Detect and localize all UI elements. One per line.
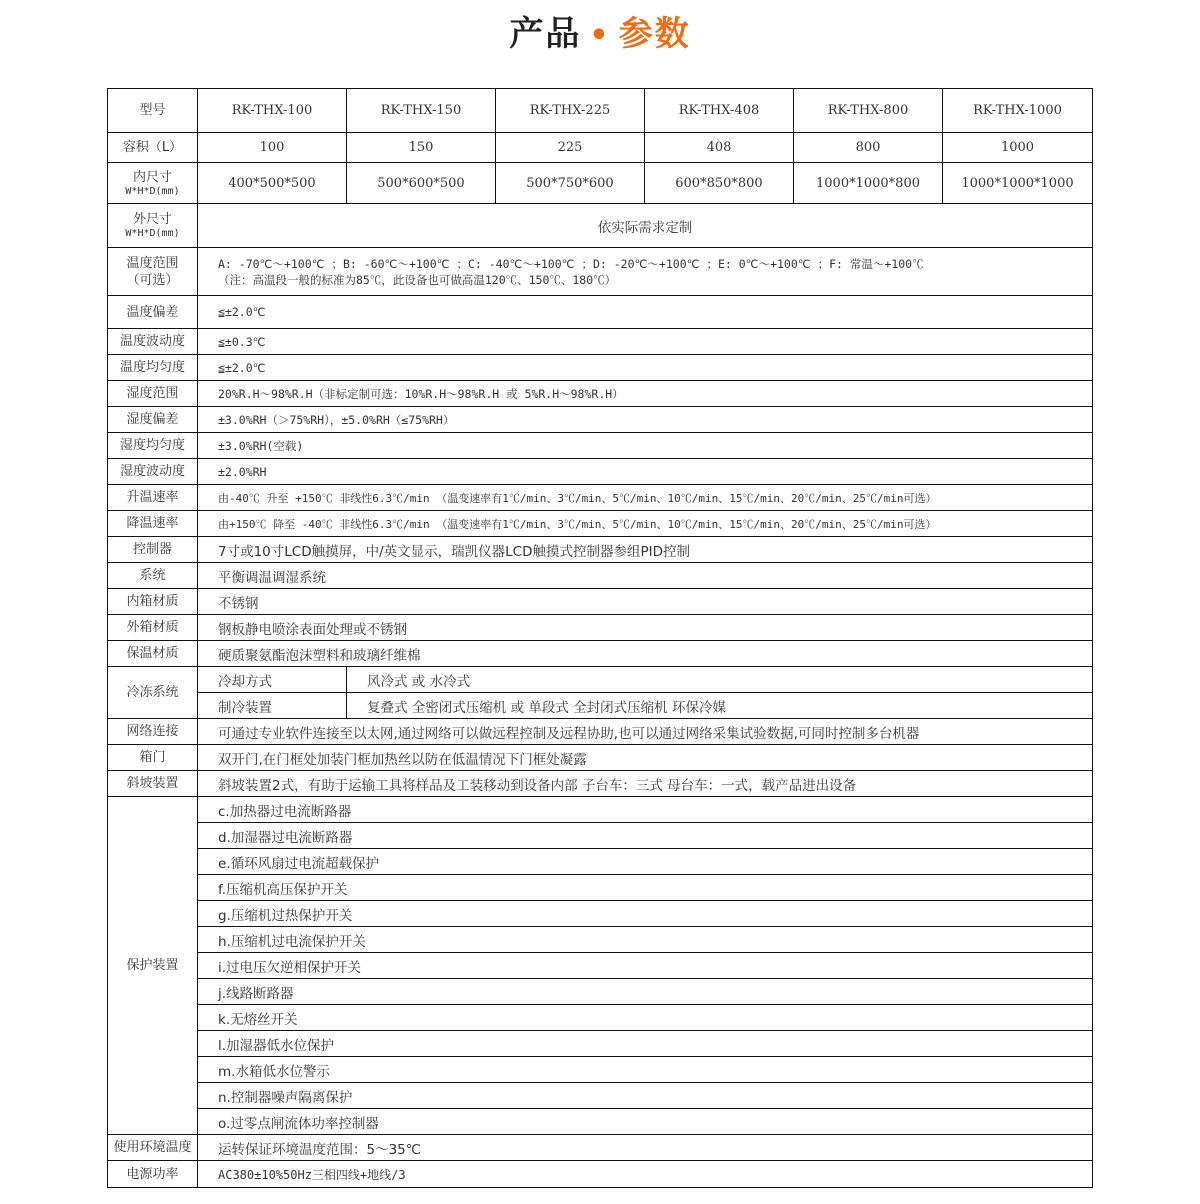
humidity-fluctuation-value: ±2.0%RH bbox=[198, 459, 1093, 485]
label-protection: 保护装置 bbox=[108, 797, 198, 1135]
row-system bbox=[108, 563, 1093, 589]
row-inner-size bbox=[108, 163, 1093, 204]
row-protection bbox=[108, 953, 1093, 979]
ambient-temp-value: 运转保证环境温度范围：5～35℃ bbox=[198, 1135, 1093, 1161]
row-humidity-uniformity bbox=[108, 433, 1093, 459]
temp-range-note: （注：高温段一般的标准为85℃，此设备也可做高温120℃、150℃、180℃） bbox=[218, 272, 617, 287]
label-insulation: 保温材质 bbox=[108, 641, 198, 667]
protection-item: g.压缩机过热保护开关 bbox=[198, 901, 1093, 927]
humidity-range-value: 20%R.H～98%R.H（非标定制可选：10%R.H～98%R.H 或 5%R.H～98%R.H） bbox=[198, 381, 1093, 407]
ramp-value: 斜坡装置2式，有助于运输工具将样品及工装移动到设备内部 子台车：三式 母台车：一式，载产品进出设备 bbox=[198, 771, 1093, 797]
humidity-deviation-value: ±3.0%RH（＞75%RH），±5.0%RH（≤75%RH） bbox=[198, 407, 1093, 433]
protection-item: n.控制器噪声隔离保护 bbox=[198, 1083, 1093, 1109]
row-protection bbox=[108, 823, 1093, 849]
inner-size-cell: 1000*1000*800 bbox=[794, 163, 943, 204]
label-outer-material: 外箱材质 bbox=[108, 615, 198, 641]
outer-material-value: 钢板静电喷涂表面处理或不锈钢 bbox=[198, 615, 1093, 641]
row-protection bbox=[108, 1109, 1093, 1135]
row-humidity-deviation bbox=[108, 407, 1093, 433]
label-refrigeration: 冷冻系统 bbox=[108, 667, 198, 719]
protection-item: o.过零点闸流体功率控制器 bbox=[198, 1109, 1093, 1135]
row-protection bbox=[108, 875, 1093, 901]
row-volume bbox=[108, 133, 1093, 163]
row-protection bbox=[108, 1057, 1093, 1083]
protection-item: d.加湿器过电流断路器 bbox=[198, 823, 1093, 849]
row-protection bbox=[108, 797, 1093, 823]
model-cell: RK-THX-408 bbox=[645, 89, 794, 133]
label-door: 箱门 bbox=[108, 745, 198, 771]
page-title bbox=[0, 12, 1200, 58]
label-temp-range-text: 温度范围 bbox=[126, 255, 179, 271]
refrigeration-sub-label: 冷却方式 bbox=[198, 667, 347, 693]
system-value: 平衡调温调湿系统 bbox=[198, 563, 1093, 589]
row-heating-rate bbox=[108, 485, 1093, 511]
refrigeration-sub-label: 制冷装置 bbox=[198, 693, 347, 719]
row-refrigeration-cooling bbox=[108, 667, 1093, 693]
row-temp-fluctuation bbox=[108, 329, 1093, 355]
refrigeration-sub-value: 风冷式 或 水冷式 bbox=[347, 667, 1093, 693]
volume-cell: 1000 bbox=[943, 133, 1093, 163]
controller-value: 7寸或10寸LCD触摸屏，中/英文显示，瑞凯仪器LCD触摸式控制器参组PID控制 bbox=[198, 537, 1093, 563]
row-power bbox=[108, 1161, 1093, 1188]
model-cell: RK-THX-1000 bbox=[943, 89, 1093, 133]
label-temp-uniformity: 温度均匀度 bbox=[108, 355, 198, 381]
row-protection bbox=[108, 849, 1093, 875]
inner-size-cell: 400*500*500 bbox=[198, 163, 347, 204]
row-controller bbox=[108, 537, 1093, 563]
protection-item: c.加热器过电流断路器 bbox=[198, 797, 1093, 823]
humidity-uniformity-value: ±3.0%RH(空载) bbox=[198, 433, 1093, 459]
label-temp-deviation: 温度偏差 bbox=[108, 296, 198, 329]
label-ambient-temp: 使用环境温度 bbox=[108, 1135, 198, 1161]
label-inner-size bbox=[108, 163, 198, 204]
volume-cell: 408 bbox=[645, 133, 794, 163]
outer-size-value: 依实际需求定制 bbox=[198, 204, 1093, 248]
label-inner-size-text: 内尺寸 bbox=[132, 169, 172, 185]
temp-deviation-value: ≦±2.0℃ bbox=[198, 296, 1093, 329]
row-outer-size bbox=[108, 204, 1093, 248]
temp-uniformity-value: ≦±2.0℃ bbox=[198, 355, 1093, 381]
volume-cell: 150 bbox=[347, 133, 496, 163]
protection-item: k.无熔丝开关 bbox=[198, 1005, 1093, 1031]
temp-fluctuation-value: ≦±0.3℃ bbox=[198, 329, 1093, 355]
protection-item: i.过电压欠逆相保护开关 bbox=[198, 953, 1093, 979]
label-outer-size bbox=[108, 204, 198, 248]
label-outer-size-unit: W*H*D(mm) bbox=[125, 228, 180, 239]
inner-size-cell: 1000*1000*1000 bbox=[943, 163, 1093, 204]
protection-item: f.压缩机高压保护开关 bbox=[198, 875, 1093, 901]
model-cell: RK-THX-225 bbox=[496, 89, 645, 133]
spec-table bbox=[107, 88, 1093, 1188]
row-protection bbox=[108, 979, 1093, 1005]
heating-rate-value: 由-40℃ 升至 +150℃ 非线性6.3℃/min （温变速率有1℃/min、3℃/min、5℃/min、10℃/min、15℃/min、20℃/min、25℃/min可选） bbox=[198, 485, 1093, 511]
title-product: 产品 bbox=[509, 14, 582, 54]
label-temp-range-optional: （可选） bbox=[126, 272, 179, 288]
protection-item: m.水箱低水位警示 bbox=[198, 1057, 1093, 1083]
model-cell: RK-THX-100 bbox=[198, 89, 347, 133]
protection-item: j.线路断路器 bbox=[198, 979, 1093, 1005]
protection-item: h.压缩机过电流保护开关 bbox=[198, 927, 1093, 953]
model-cell: RK-THX-800 bbox=[794, 89, 943, 133]
row-ambient-temp bbox=[108, 1135, 1093, 1161]
row-door bbox=[108, 745, 1093, 771]
row-protection bbox=[108, 1083, 1093, 1109]
temp-range-value bbox=[198, 248, 1093, 296]
label-humidity-fluctuation: 湿度波动度 bbox=[108, 459, 198, 485]
label-heating-rate: 升温速率 bbox=[108, 485, 198, 511]
title-parameters: 参数 bbox=[618, 14, 691, 54]
label-model: 型号 bbox=[108, 89, 198, 133]
row-model bbox=[108, 89, 1093, 133]
label-network: 网络连接 bbox=[108, 719, 198, 745]
power-value: AC380±10%50Hz三相四线+地线/3 bbox=[198, 1161, 1093, 1188]
row-inner-material bbox=[108, 589, 1093, 615]
protection-item: l.加湿器低水位保护 bbox=[198, 1031, 1093, 1057]
label-volume: 容积（L） bbox=[108, 133, 198, 163]
refrigeration-sub-value: 复叠式 全密闭式压缩机 或 单段式 全封闭式压缩机 环保冷媒 bbox=[347, 693, 1093, 719]
row-protection bbox=[108, 927, 1093, 953]
row-temp-deviation bbox=[108, 296, 1093, 329]
inner-material-value: 不锈钢 bbox=[198, 589, 1093, 615]
row-protection bbox=[108, 901, 1093, 927]
label-outer-size-text: 外尺寸 bbox=[132, 212, 172, 227]
label-system: 系统 bbox=[108, 563, 198, 589]
inner-size-cell: 500*600*500 bbox=[347, 163, 496, 204]
label-temp-range bbox=[108, 248, 198, 296]
label-power: 电源功率 bbox=[108, 1161, 198, 1188]
row-humidity-range bbox=[108, 381, 1093, 407]
label-humidity-range: 湿度范围 bbox=[108, 381, 198, 407]
protection-item: e.循环风扇过电流超载保护 bbox=[198, 849, 1093, 875]
row-outer-material bbox=[108, 615, 1093, 641]
inner-size-cell: 600*850*800 bbox=[645, 163, 794, 204]
row-temp-range bbox=[108, 248, 1093, 296]
title-separator-dot: • bbox=[589, 18, 611, 53]
row-humidity-fluctuation bbox=[108, 459, 1093, 485]
door-value: 双开门,在门框处加装门框加热丝以防在低温情况下门框处凝露 bbox=[198, 745, 1093, 771]
label-ramp: 斜坡装置 bbox=[108, 771, 198, 797]
row-protection bbox=[108, 1005, 1093, 1031]
volume-cell: 100 bbox=[198, 133, 347, 163]
label-inner-material: 内箱材质 bbox=[108, 589, 198, 615]
label-temp-fluctuation: 温度波动度 bbox=[108, 329, 198, 355]
inner-size-cell: 500*750*600 bbox=[496, 163, 645, 204]
row-cooling-rate bbox=[108, 511, 1093, 537]
row-protection bbox=[108, 1031, 1093, 1057]
volume-cell: 225 bbox=[496, 133, 645, 163]
label-humidity-deviation: 湿度偏差 bbox=[108, 407, 198, 433]
volume-cell: 800 bbox=[794, 133, 943, 163]
label-inner-size-unit: W*H*D(mm) bbox=[125, 185, 180, 197]
cooling-rate-value: 由+150℃ 降至 -40℃ 非线性6.3℃/min （温变速率有1℃/min、3℃/min、5℃/min、10℃/min、15℃/min、20℃/min、25℃/min可选） bbox=[198, 511, 1093, 537]
insulation-value: 硬质聚氨酯泡沫塑料和玻璃纤维棉 bbox=[198, 641, 1093, 667]
label-cooling-rate: 降温速率 bbox=[108, 511, 198, 537]
label-controller: 控制器 bbox=[108, 537, 198, 563]
row-refrigeration-device bbox=[108, 693, 1093, 719]
network-value: 可通过专业软件连接至以太网,通过网络可以做远程控制及远程协助,也可以通过网络采集试验数据,可同时控制多台机器 bbox=[198, 719, 1093, 745]
row-temp-uniformity bbox=[108, 355, 1093, 381]
model-cell: RK-THX-150 bbox=[347, 89, 496, 133]
row-network bbox=[108, 719, 1093, 745]
row-insulation bbox=[108, 641, 1093, 667]
label-humidity-uniformity: 湿度均匀度 bbox=[108, 433, 198, 459]
temp-range-options: A: -70℃～+100℃ ；B: -60℃～+100℃ ；C: -40℃～+100℃ ；D: -20℃～+100℃ ；E: 0℃～+100℃ ；F: 常温～+100℃ bbox=[218, 256, 924, 271]
row-ramp bbox=[108, 771, 1093, 797]
